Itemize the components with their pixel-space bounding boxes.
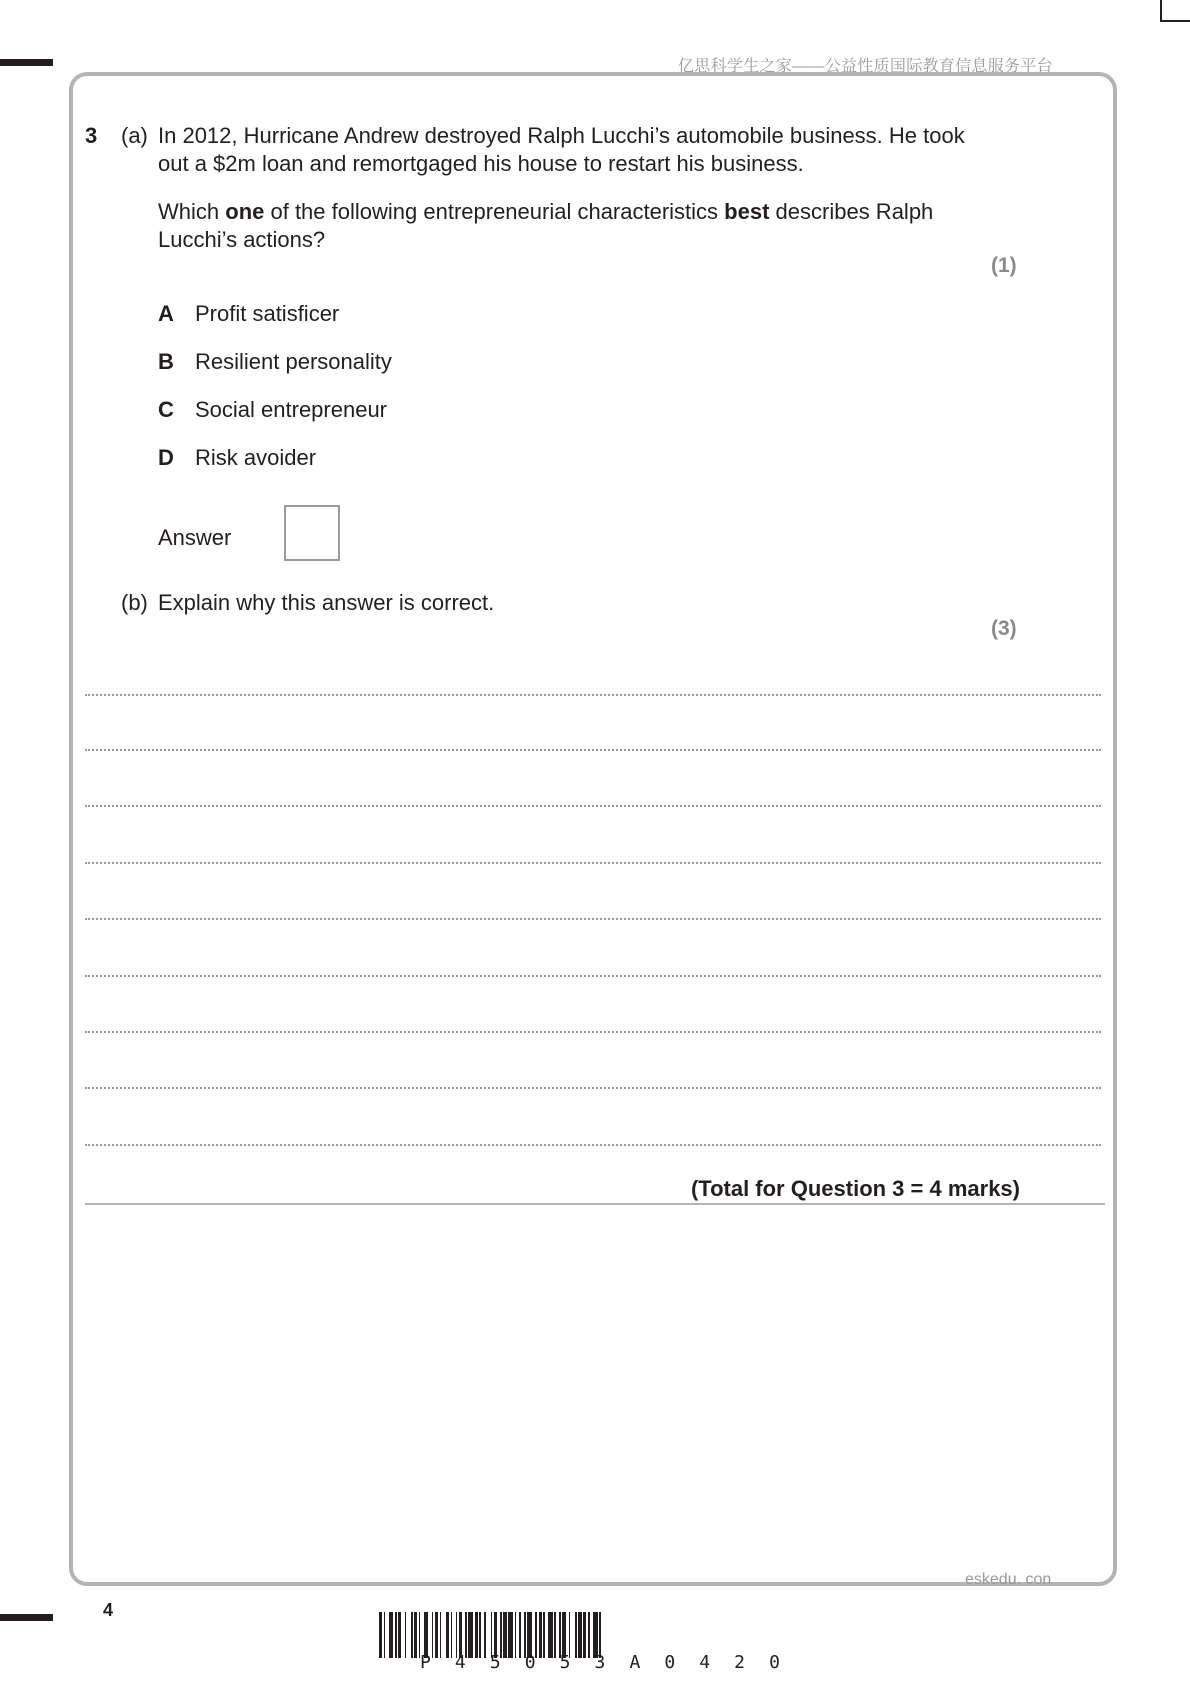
barcode-char: 2 xyxy=(734,1652,745,1673)
barcode-char: 3 xyxy=(594,1652,606,1673)
barcode-char: P xyxy=(420,1652,431,1673)
answer-line[interactable] xyxy=(85,862,1101,864)
part-a-prompt-line2: Lucchi’s actions? xyxy=(158,227,326,252)
answer-line[interactable] xyxy=(85,975,1101,977)
option-b-text: Resilient personality xyxy=(195,349,392,374)
question-total: (Total for Question 3 = 4 marks) xyxy=(690,1176,1020,1201)
answer-frame xyxy=(69,72,1117,1586)
answer-label: Answer xyxy=(158,525,232,550)
part-a-stem-line2: out a $2m loan and remortgaged his house to restart his business. xyxy=(158,151,804,176)
answer-line[interactable] xyxy=(85,1031,1101,1033)
margin-bar-top xyxy=(0,59,53,66)
part-a-marks: (1) xyxy=(991,254,1017,277)
answer-line[interactable] xyxy=(85,1087,1101,1089)
prompt-text: Which xyxy=(158,199,226,224)
barcode-char: 0 xyxy=(769,1652,780,1673)
option-d-letter: D xyxy=(158,445,174,470)
answer-line[interactable] xyxy=(85,694,1101,696)
part-b-text: Explain why this answer is correct. xyxy=(158,590,495,615)
page-number: 4 xyxy=(103,1600,114,1620)
barcode-char: 5 xyxy=(559,1652,571,1673)
crop-mark-line-h xyxy=(1160,20,1190,22)
total-rule xyxy=(85,1203,1105,1205)
part-a-stem-line1: In 2012, Hurricane Andrew destroyed Ralph Lucchi’s automobile business. He took xyxy=(158,123,965,148)
part-b-marks: (3) xyxy=(991,617,1017,640)
option-c-text: Social entrepreneur xyxy=(195,397,388,422)
barcode-char: 0 xyxy=(524,1652,536,1673)
barcode-char: A xyxy=(629,1652,641,1673)
answer-line[interactable] xyxy=(85,805,1101,807)
answer-line[interactable] xyxy=(85,749,1101,751)
part-a-label: (a) xyxy=(121,123,148,148)
answer-line[interactable] xyxy=(85,918,1101,920)
header-watermark: 亿思科学生之家——公益性质国际教育信息服务平台 xyxy=(678,58,1053,75)
question-number: 3 xyxy=(85,123,98,148)
crop-mark xyxy=(1160,0,1190,18)
answer-line[interactable] xyxy=(85,1144,1101,1146)
barcode-text xyxy=(420,1652,780,1673)
option-c-letter: C xyxy=(158,397,174,422)
option-d-text: Risk avoider xyxy=(195,445,317,470)
barcode-char: 4 xyxy=(699,1652,711,1673)
part-b-label: (b) xyxy=(121,590,148,615)
crop-mark-line xyxy=(1160,0,1162,20)
prompt-text: describes Ralph xyxy=(769,199,934,224)
option-b-letter: B xyxy=(158,349,174,374)
footer-watermark: eskedu. con xyxy=(965,1571,1052,1588)
answer-box[interactable] xyxy=(284,505,340,561)
barcode-char: 4 xyxy=(454,1652,466,1673)
prompt-text: of the following entrepreneurial characteristics xyxy=(264,199,725,224)
option-a-letter: A xyxy=(158,301,174,326)
part-a-prompt-line1 xyxy=(158,198,933,226)
option-a-text: Profit satisficer xyxy=(195,301,340,326)
margin-bar-bottom xyxy=(0,1614,53,1621)
prompt-emphasis-best: best xyxy=(724,199,770,224)
prompt-emphasis-one: one xyxy=(225,199,265,224)
barcode-char: 5 xyxy=(489,1652,501,1673)
barcode-char: 0 xyxy=(664,1652,676,1673)
